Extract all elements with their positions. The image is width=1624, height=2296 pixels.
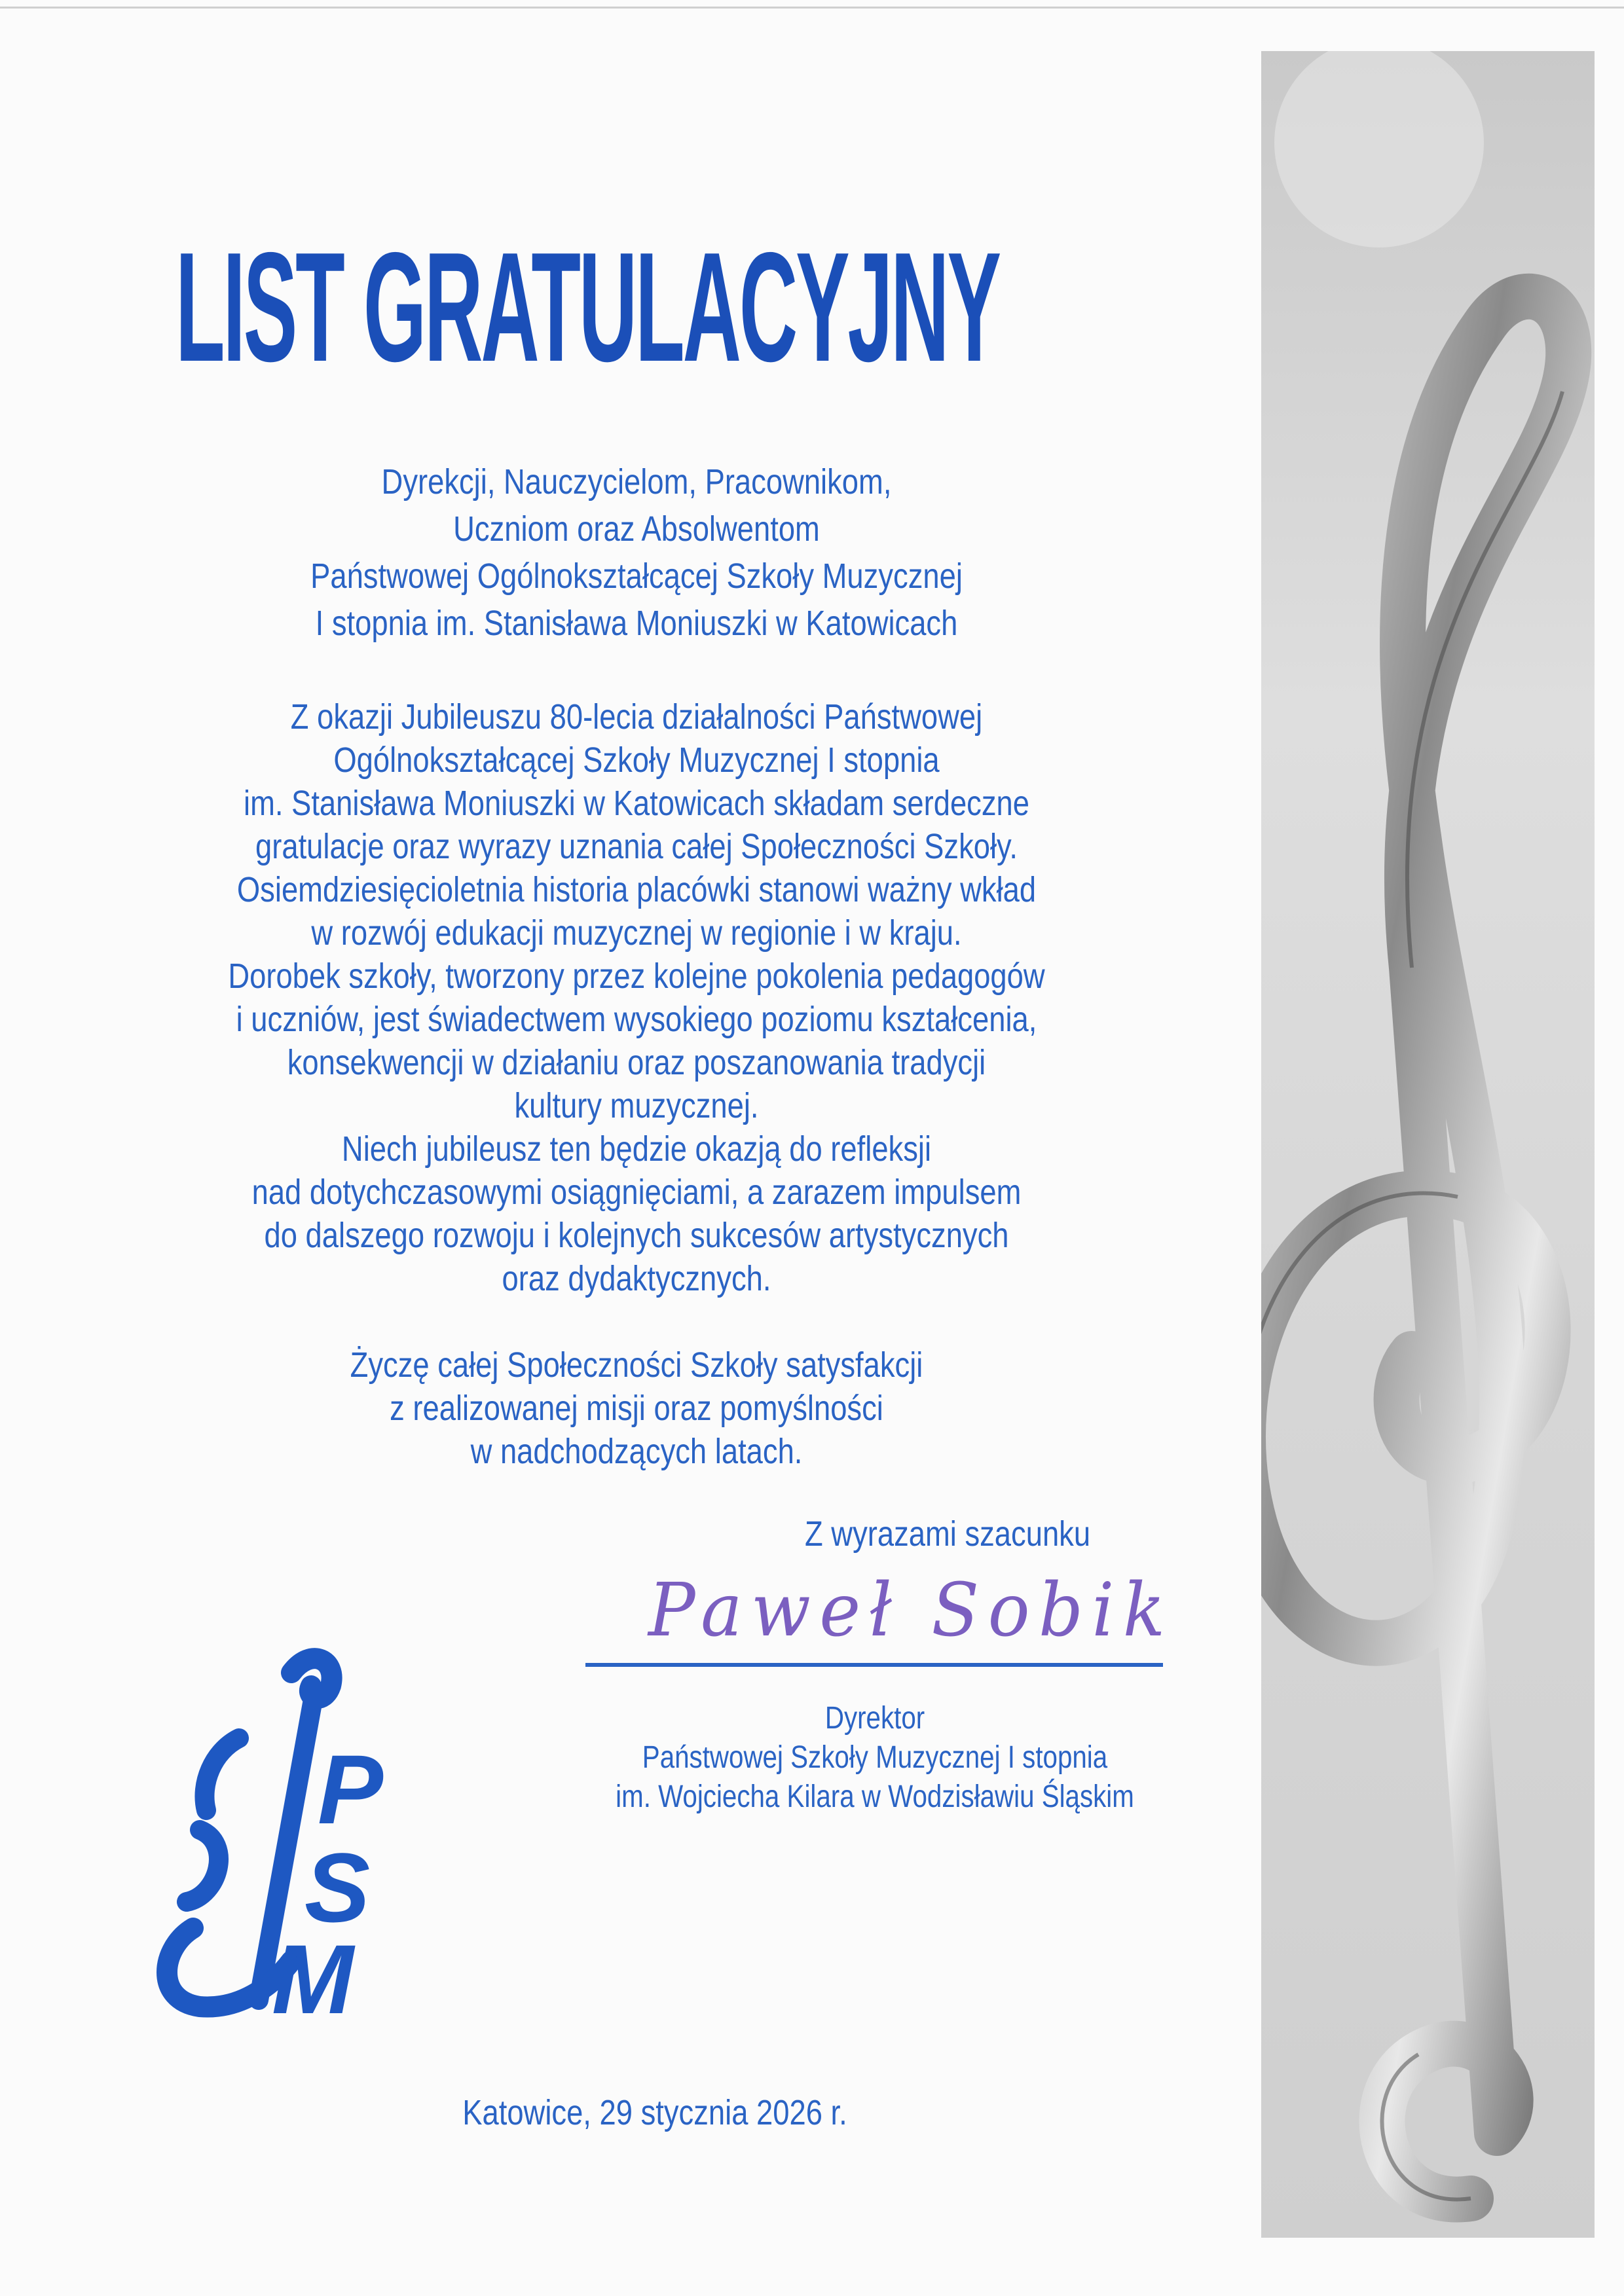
- body-line: Z okazji Jubileuszu 80-lecia działalności Państwowej: [290, 697, 983, 737]
- body-line: kultury muzycznej.: [514, 1086, 759, 1125]
- scan-edge-line: [0, 7, 1624, 9]
- psm-school-logo: [141, 1633, 455, 2026]
- body-line: i uczniów, jest świadectwem wysokiego poziomu kształcenia,: [236, 1000, 1037, 1039]
- date-place: [393, 2092, 917, 2133]
- salutation-line: Państwowej Ogólnokształcącej Szkoły Muzycznej: [310, 556, 963, 596]
- logo-letter-p: P: [318, 1734, 384, 1844]
- body-line: oraz dydaktycznych.: [502, 1259, 771, 1298]
- salutation: [113, 458, 1160, 647]
- body-line: Osiemdziesięcioletnia historia placówki stanowi ważny wkład: [236, 870, 1037, 909]
- signatory-block: [547, 1699, 1202, 1817]
- body-line: do dalszego rozwoju i kolejnych sukcesów artystycznych: [264, 1216, 1009, 1255]
- body-line: gratulacje oraz wyrazy uznania całej Społeczności Szkoły.: [255, 827, 1018, 866]
- salutation-line: Dyrekcji, Nauczycielom, Pracownikom,: [381, 462, 892, 501]
- salutation-line: I stopnia im. Stanisława Moniuszki w Katowicach: [315, 604, 958, 643]
- salutation-line: Uczniom oraz Absolwentom: [453, 509, 820, 549]
- closing-phrase: Z wyrazami szacunku: [805, 1514, 1091, 1554]
- body-line: Ogólnokształcącej Szkoły Muzycznej I stopnia: [333, 740, 940, 780]
- body-line: Niech jubileusz ten będzie okazją do refleksji: [341, 1129, 932, 1169]
- handwritten-signature: Paweł Sobik: [648, 1568, 1174, 1653]
- wishes-line: Życzę całej Społeczności Szkoły satysfakcji: [350, 1345, 923, 1385]
- signatory-line: Państwowej Szkoły Muzycznej I stopnia: [642, 1740, 1108, 1775]
- treble-clef-icon: [1261, 51, 1595, 2238]
- logo-letter-m: M: [272, 1924, 354, 2026]
- signatory-line: im. Wojciecha Kilara w Wodzisławiu Śląskim: [616, 1779, 1134, 1814]
- letter-body: [113, 695, 1160, 1300]
- body-line: w rozwój edukacji muzycznej w regionie i w kraju.: [311, 913, 962, 953]
- body-line: nad dotychczasowymi osiągnięciami, a zarazem impulsem: [251, 1173, 1022, 1212]
- wishes: [113, 1343, 1160, 1473]
- signature-line: [585, 1663, 1163, 1667]
- page-title: LIST GRATULACYJNY: [175, 221, 999, 394]
- wishes-line: w nadchodzących latach.: [470, 1432, 803, 1471]
- treble-clef-decoration: [1261, 51, 1595, 2238]
- body-line: im. Stanisława Moniuszki w Katowicach składam serdeczne: [243, 784, 1029, 823]
- wishes-line: z realizowanej misji oraz pomyślności: [390, 1389, 883, 1428]
- body-line: konsekwencji w działaniu oraz poszanowania tradycji: [287, 1043, 986, 1082]
- signatory-title: Dyrektor: [824, 1701, 925, 1736]
- body-line: Dorobek szkoły, tworzony przez kolejne pokolenia pedagogów: [228, 957, 1045, 996]
- logo-letter-s: S: [304, 1832, 371, 1942]
- date-text: Katowice, 29 stycznia 2026 r.: [462, 2093, 847, 2132]
